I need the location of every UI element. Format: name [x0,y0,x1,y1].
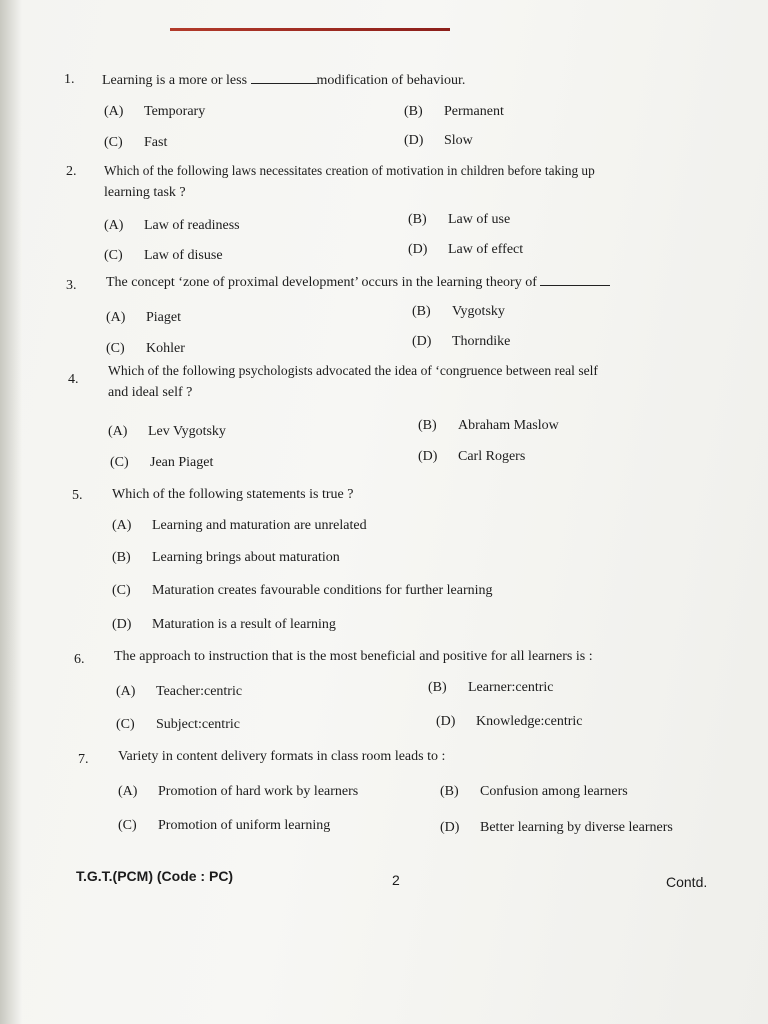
question-text: Variety in content delivery formats in class room leads to : [118,749,446,764]
option-a: (A) Teacher:centric [116,684,243,699]
option-c: (C) Promotion of uniform learning [118,818,331,833]
option-a: (A) Promotion of hard work by learners [118,784,359,799]
option-a: (A) Piaget [106,310,181,325]
option-d: (D) Better learning by diverse learners [440,820,673,835]
option-b: (B) Permanent [404,104,504,119]
option-d: (D) Carl Rogers [418,449,526,464]
option-a: (A) Law of readiness [104,218,240,233]
option-a: (A) Temporary [104,104,206,119]
question-text: Learning is a more or less modification of behaviour. [102,73,466,88]
question-number: 5. [72,488,83,503]
question-text: The approach to instruction that is the most beneficial and positive for all learners is : [114,649,593,664]
option-a: (A) Learning and maturation are unrelated [112,518,367,533]
page-number: 2 [392,872,400,888]
option-d: (D) Maturation is a result of learning [112,617,336,632]
question-text: Which of the following psychologists advocated the idea of ‘congruence between real self and ideal self ? [108,363,598,400]
option-c: (C) Law of disuse [104,248,223,263]
exam-code: T.G.T.(PCM) (Code : PC) [76,868,234,884]
option-b: (B) Confusion among learners [440,784,628,799]
option-d: (D) Slow [404,133,473,148]
answer-blank [540,275,610,286]
question-number: 2. [66,164,77,179]
question-text: The concept ‘zone of proximal development’ occurs in the learning theory of [106,272,686,294]
continued-label: Contd. [666,874,708,890]
option-d: (D) Knowledge:centric [436,714,583,729]
option-a: (A) Lev Vygotsky [108,424,226,439]
question-number: 4. [68,372,79,387]
top-red-strip [170,28,450,31]
question-number: 7. [78,752,89,767]
option-c: (C) Kohler [106,341,185,356]
option-c: (C) Jean Piaget [110,455,214,470]
question-text: Which of the following statements is true ? [112,487,354,502]
option-b: (B) Learner:centric [428,680,554,695]
option-d: (D) Thorndike [412,334,511,349]
question-text: Which of the following laws necessitates creation of motivation in children before taking up learning task ? [104,163,595,200]
option-b: (B) Law of use [408,212,511,227]
question-number: 3. [66,278,77,293]
question-number: 6. [74,652,85,667]
option-d: (D) Law of effect [408,242,524,257]
page-edge-shadow [0,0,22,1024]
option-c: (C) Maturation creates favourable conditions for further learning [112,583,493,598]
option-b: (B) Learning brings about maturation [112,550,340,565]
option-b: (B) Abraham Maslow [418,418,559,433]
option-c: (C) Subject:centric [116,717,240,732]
question-number: 1. [64,72,75,87]
option-b: (B) Vygotsky [412,304,505,319]
option-c: (C) Fast [104,135,168,150]
answer-blank [251,73,317,84]
